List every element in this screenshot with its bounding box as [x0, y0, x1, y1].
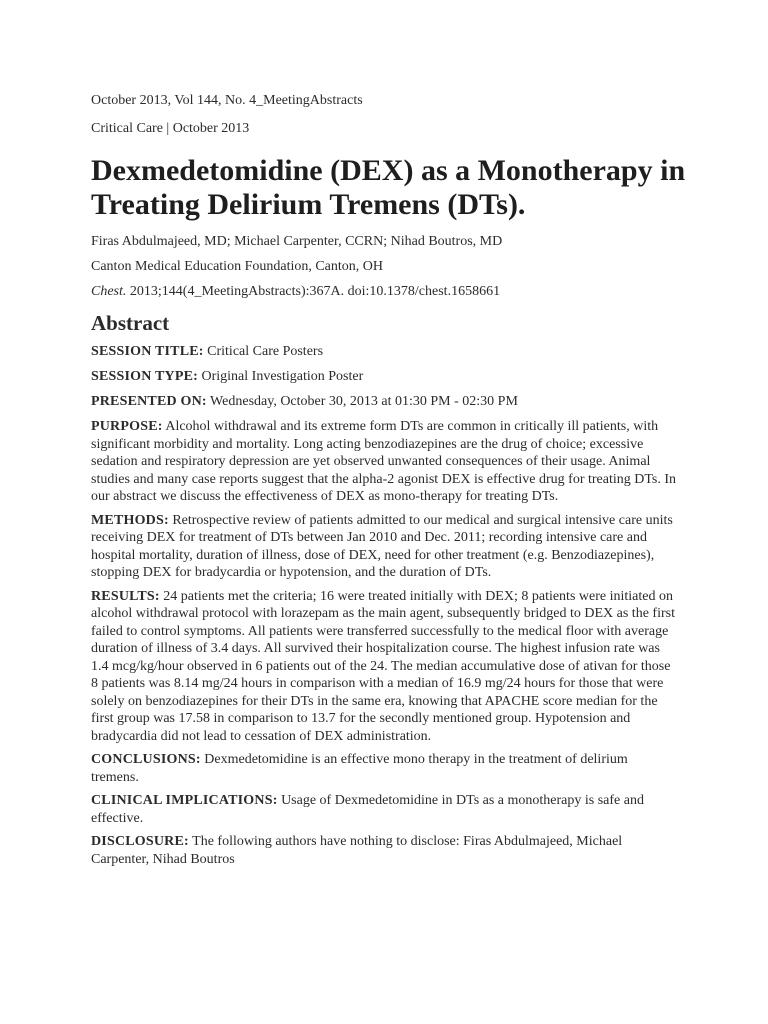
results-text: 24 patients met the criteria; 16 were treated initially with DEX; 8 patients were initiated on alcohol withdrawal protocol with lorazepam as the main agent, subsequently bridged to DEX as the first failed to control symptoms. All patients were transferred successfully to the medical floor with average duration of illness of 3.4 days. All survived their hospitalization course. The highest infusion rate was 1.4 mcg/kg/hour observed in 6 patients out of the 24. The median accumulative dose of ativan for those 8 patients was 8.14 mg/24 hours in comparison with a median of 16.9 mg/24 hours for those that were solely on benzodiazepines for their DTs in the same era, knowing that APACHE score median for the first group was 17.58 in comparison to 13.7 for the secondly mentioned group. Hypotension and bradycardia did not lead to cessation of DEX administration.	[91, 588, 675, 744]
clinical-implications-text: Usage of Dexmedetomidine in DTs as a monotherapy is safe and effective.	[91, 793, 644, 826]
session-type	[91, 368, 768, 386]
conclusions-paragraph	[91, 751, 679, 786]
disclosure-paragraph	[91, 833, 679, 868]
clinical-implications-paragraph	[91, 792, 679, 827]
authors: Firas Abdulmajeed, MD; Michael Carpenter, CCRN; Nihad Boutros, MD	[91, 234, 503, 249]
purpose-text: Alcohol withdrawal and its extreme form DTs are common in critically ill patients, with significant morbidity and mortality. Long acting benzodiazepines are the drug of choice; excessive sedation and respiratory depression are yet observed unwanted consequences of their usage. Animal studies and many case reports suggest that the alpha-2 agonist DEX is effective drug for treating DTs. In our abstract we discuss the effectiveness of DEX as mono-therapy for treating DTs.	[91, 419, 677, 504]
article-title: Dexmedetomidine (DEX) as a Monotherapy in Treating Delirium Tremens (DTs).	[91, 154, 686, 221]
presented-on-value: Wednesday, October 30, 2013 at 01:30 PM - 02:30 PM	[206, 394, 518, 409]
session-title-value: Critical Care Posters	[203, 344, 324, 359]
issue-info: October 2013, Vol 144, No. 4_MeetingAbstracts	[91, 93, 363, 108]
session-title	[91, 343, 768, 361]
citation-details: 2013;144(4_MeetingAbstracts):367A. doi:10.1378/chest.1658661	[126, 284, 501, 299]
disclosure-label: DISCLOSURE:	[91, 834, 189, 849]
citation	[91, 283, 768, 301]
methods-paragraph	[91, 512, 679, 582]
presented-on-label: PRESENTED ON:	[91, 394, 207, 409]
section-date: Critical Care | October 2013	[91, 121, 250, 136]
disclosure-text: The following authors have nothing to disclose: Firas Abdulmajeed, Michael Carpenter, Nihad Boutros	[91, 834, 623, 867]
results-paragraph	[91, 588, 679, 746]
methods-text: Retrospective review of patients admitted to our medical and surgical intensive care units receiving DEX for treatment of DTs between Jan 2010 and Dec. 2011; recording intensive care and hospital mortality, duration of illness, dose of DEX, need for other treatment (e.g. Benzodiazepines), stopping DEX for bradycardia or hypotension, and the duration of DTs.	[91, 512, 673, 580]
affiliation: Canton Medical Education Foundation, Canton, OH	[91, 259, 384, 274]
methods-label: METHODS:	[91, 512, 169, 528]
abstract-heading: Abstract	[91, 311, 170, 335]
conclusions-text: Dexmedetomidine is an effective mono therapy in the treatment of delirium tremens.	[91, 752, 628, 785]
session-type-value: Original Investigation Poster	[198, 369, 364, 384]
purpose-paragraph	[91, 418, 679, 506]
purpose-label: PURPOSE:	[91, 419, 163, 434]
conclusions-label: CONCLUSIONS:	[91, 752, 201, 767]
journal-name: Chest.	[91, 284, 127, 299]
session-title-label: SESSION TITLE:	[91, 344, 204, 359]
clinical-implications-label: CLINICAL IMPLICATIONS:	[91, 793, 278, 808]
results-label: RESULTS:	[91, 588, 160, 604]
session-type-label: SESSION TYPE:	[91, 369, 198, 384]
presented-on	[91, 393, 768, 411]
